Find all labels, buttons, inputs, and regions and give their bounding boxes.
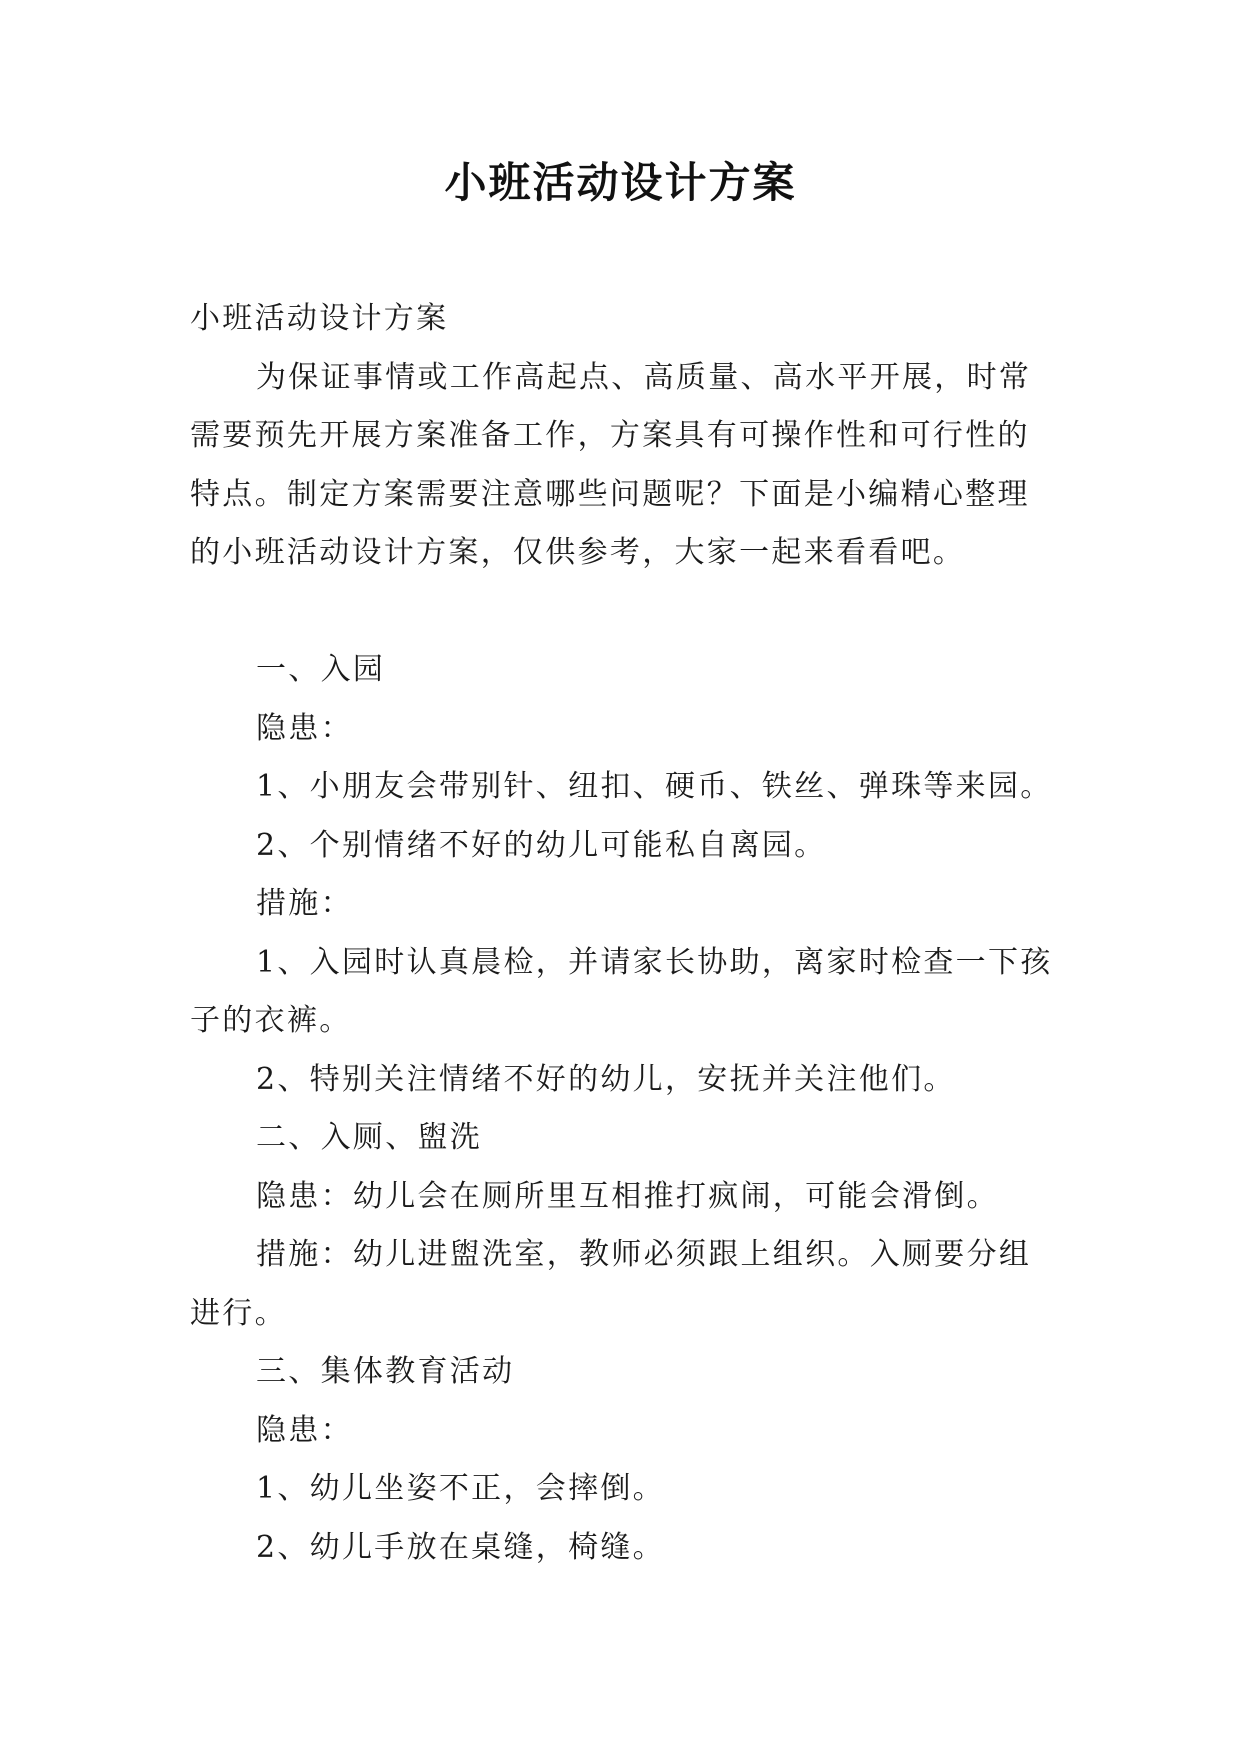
hazard-item: 2、幼儿手放在桌缝，椅缝。 (256, 1529, 665, 1565)
intro-paragraph: 为保证事情或工作高起点、高质量、高水平开展，时常需要预先开展方案准备工作，方案具有可操作性和可行性的特点。制定方案需要注意哪些问题呢？下面是小编精心整理的小班活动设计方案，仅供参考，大家一起来看看吧。 (190, 359, 1032, 570)
hazard-item: 2、个别情绪不好的幼儿可能私自离园。 (256, 827, 827, 863)
measure-item: 1、入园时认真晨检，并请家长协助，离家时检查一下孩子的衣裤。 (190, 944, 1053, 1038)
section-heading-3: 三、集体教育活动 (256, 1354, 515, 1389)
document-title: 小班活动设计方案 (444, 158, 797, 207)
measure-label: 措施： (256, 886, 353, 921)
hazard-label: 隐患： (256, 1412, 353, 1448)
section-heading-2: 二、入厕、盥洗 (256, 1120, 483, 1155)
measure-item: 2、特别关注情绪不好的幼儿，安抚并关注他们。 (256, 1061, 956, 1097)
document-subtitle: 小班活动设计方案 (190, 301, 449, 336)
hazard-item: 1、幼儿坐姿不正，会摔倒。 (256, 1471, 665, 1506)
section-heading-1: 一、入园 (256, 652, 386, 687)
hazard-item: 1、小朋友会带别针、纽扣、硬币、铁丝、弹珠等来园。 (256, 769, 1053, 804)
paragraph-spacer (190, 583, 1060, 642)
document-body (190, 290, 1060, 1577)
hazard-paragraph: 隐患：幼儿会在厕所里互相推打疯闹，可能会滑倒。 (256, 1178, 999, 1214)
hazard-label: 隐患： (256, 710, 353, 746)
measure-paragraph: 措施：幼儿进盥洗室，教师必须跟上组织。入厕要分组进行。 (190, 1237, 1032, 1331)
